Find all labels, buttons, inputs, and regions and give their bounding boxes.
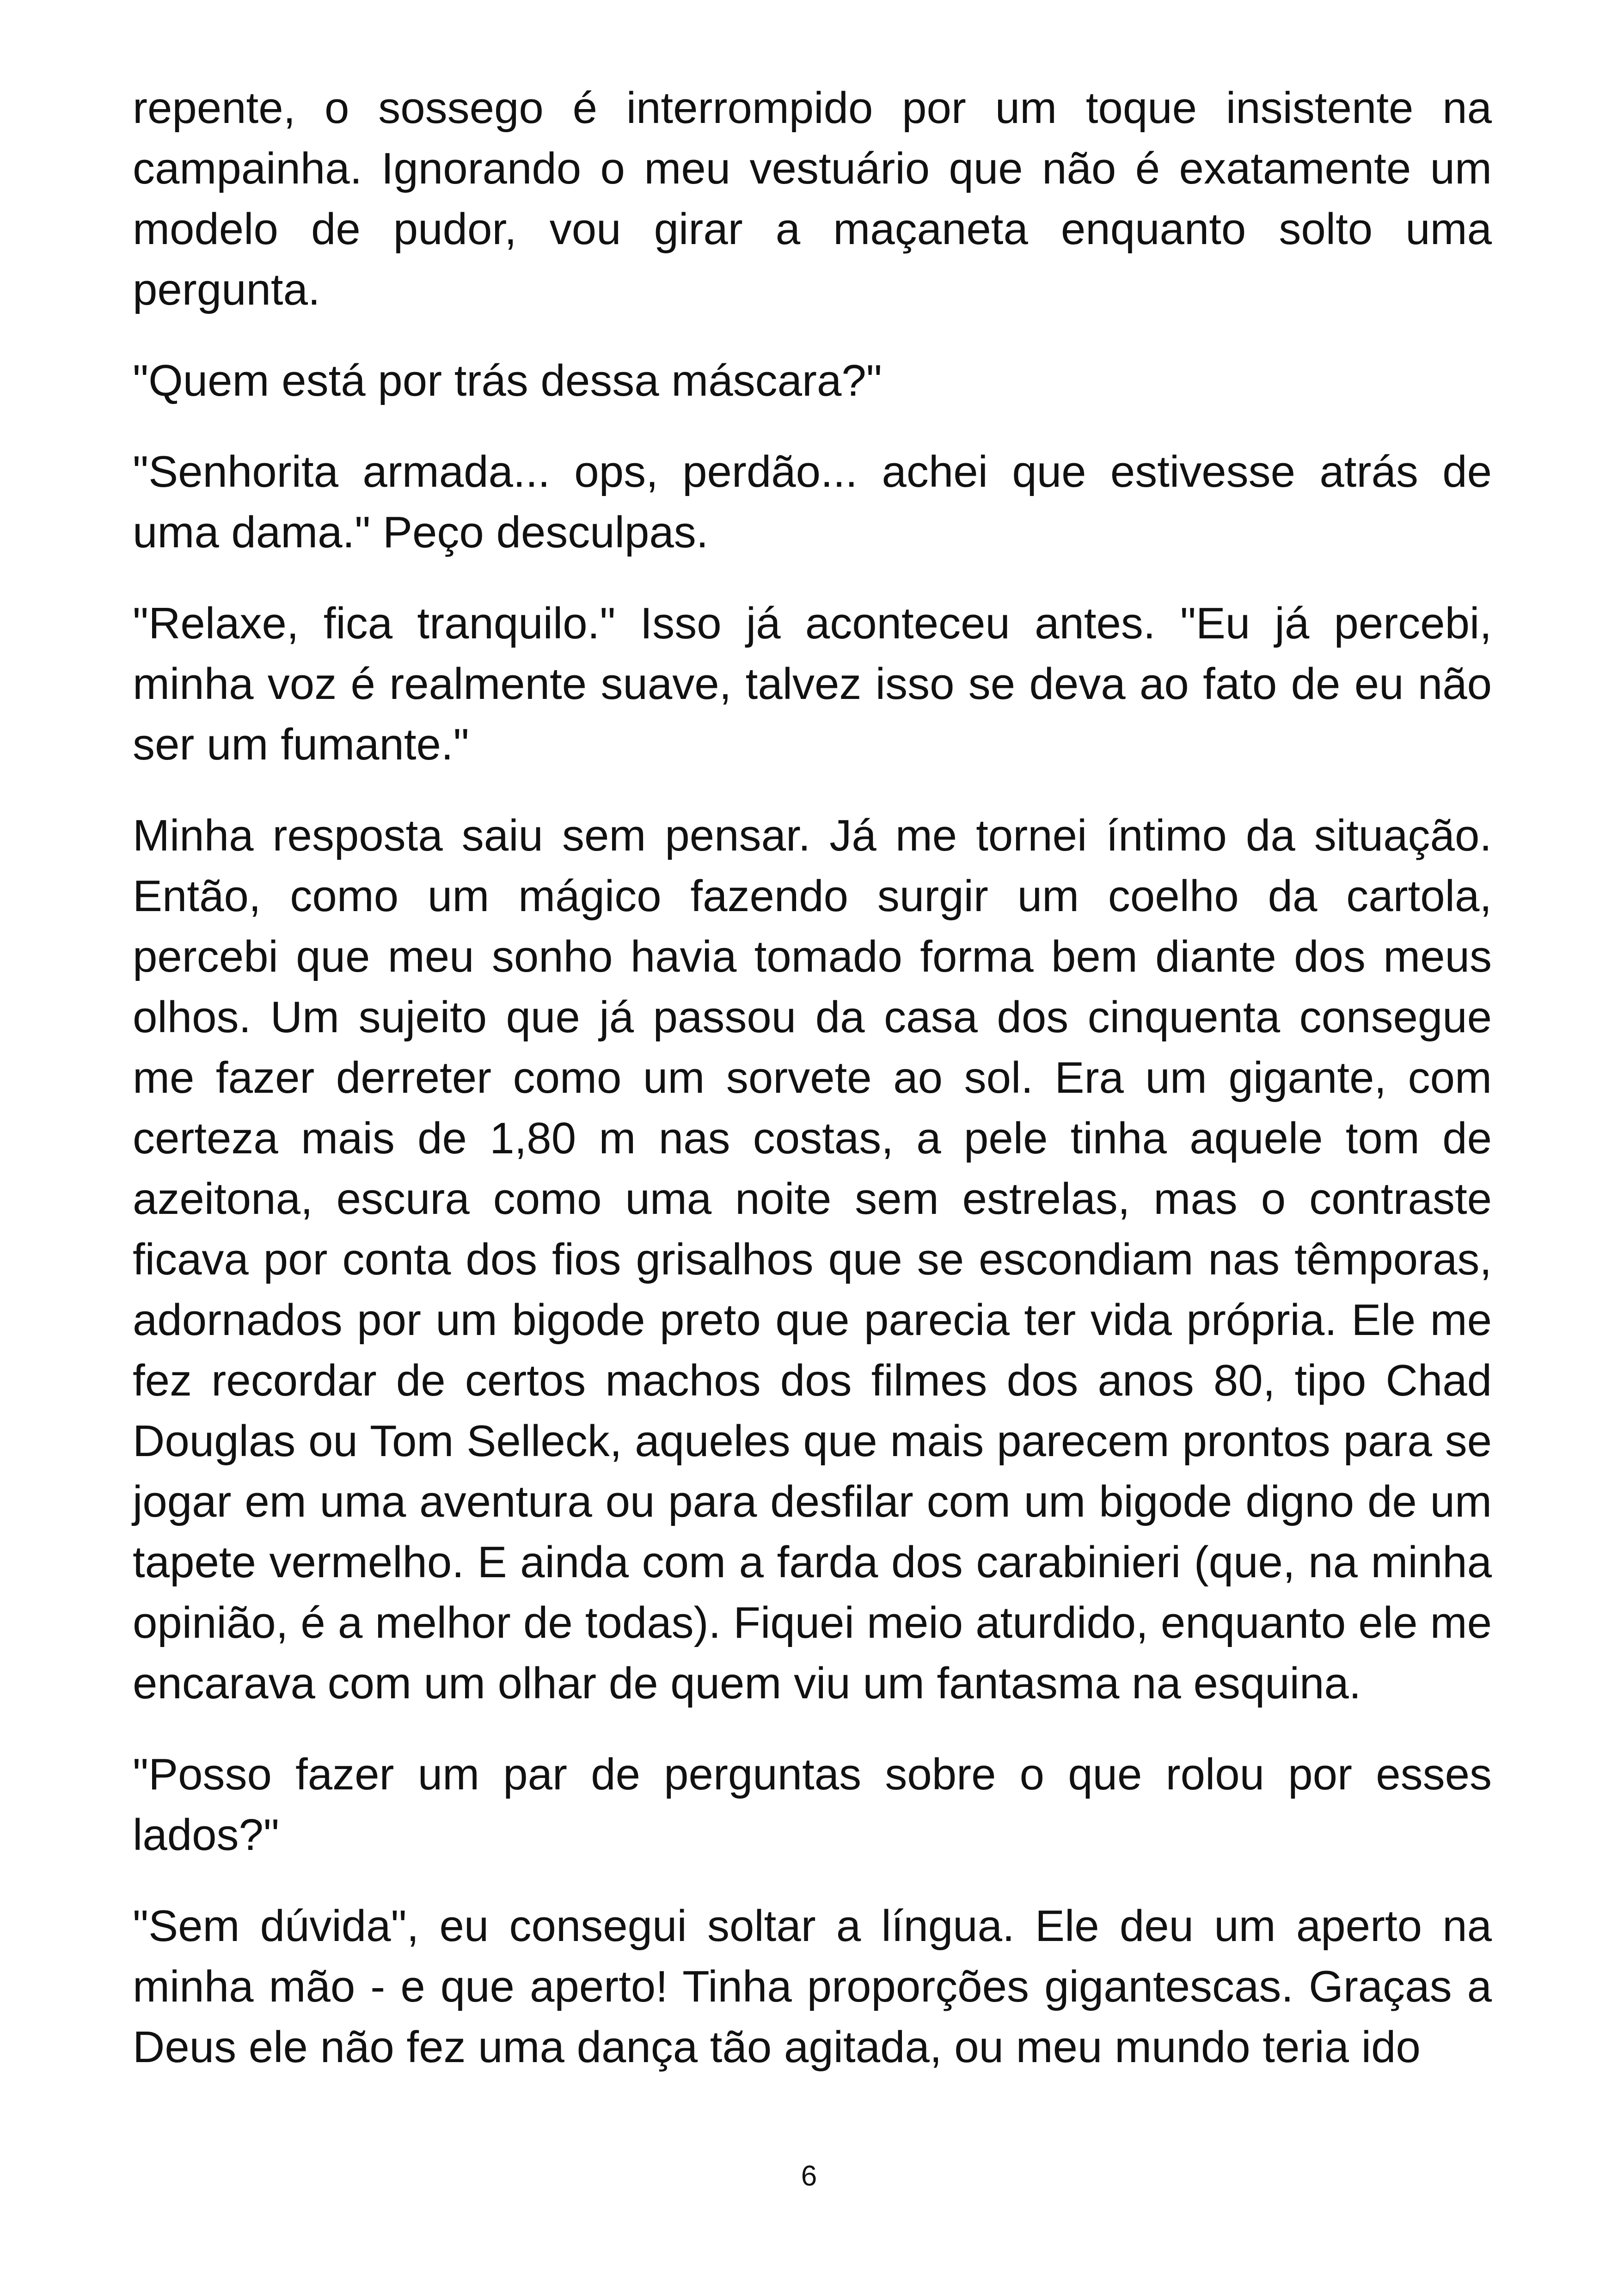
body-text bbox=[133, 78, 1492, 2108]
paragraph: "Sem dúvida", eu consegui soltar a língua. Ele deu um aperto na minha mão - e que aperto! Tinha proporções gigantescas. Graças a Deus ele não fez uma dança tão agitada, ou meu mundo teria ido bbox=[133, 1901, 1492, 2072]
paragraph: "Posso fazer um par de perguntas sobre o que rolou por esses lados?" bbox=[133, 1750, 1492, 1860]
paragraph: repente, o sossego é interrompido por um toque insistente na campainha. Ignorando o meu vestuário que não é exatamente um modelo de pudor, vou girar a maçaneta enquanto solto uma pergunta. bbox=[133, 83, 1492, 314]
paragraph: "Senhorita armada... ops, perdão... achei que estivesse atrás de uma dama." Peço desculpas. bbox=[133, 447, 1492, 557]
paragraph: "Relaxe, fica tranquilo." Isso já aconteceu antes. "Eu já percebi, minha voz é realmente suave, talvez isso se deva ao fato de eu não ser um fumante." bbox=[133, 599, 1492, 769]
paragraph: "Quem está por trás dessa máscara?" bbox=[133, 356, 882, 405]
paragraph: Minha resposta saiu sem pensar. Já me tornei íntimo da situação. Então, como um mágico fazendo surgir um coelho da cartola, percebi que meu sonho havia tomado forma bem diante dos meus olhos. Um sujeito que já passou da casa dos cinquenta consegue me fazer derreter como um sorvete ao sol. Era um gigante, com certeza mais de 1,80 m nas costas, a pele tinha aquele tom de azeitona, escura como uma noite sem estrelas, mas o contraste ficava por conta dos fios grisalhos que se escondiam nas têmporas, adornados por um bigode preto que parecia ter vida própria. Ele me fez recordar de certos machos dos filmes dos anos 80, tipo Chad Douglas ou Tom Selleck, aqueles que mais parecem prontos para se jogar em uma aventura ou para desfilar com um bigode digno de um tapete vermelho. E ainda com a farda dos carabinieri (que, na minha opinião, é a melhor de todas). Fiquei meio aturdido, enquanto ele me encarava com um olhar de quem viu um fantasma na esquina. bbox=[133, 811, 1492, 1708]
page-number: 6 bbox=[801, 2160, 817, 2192]
